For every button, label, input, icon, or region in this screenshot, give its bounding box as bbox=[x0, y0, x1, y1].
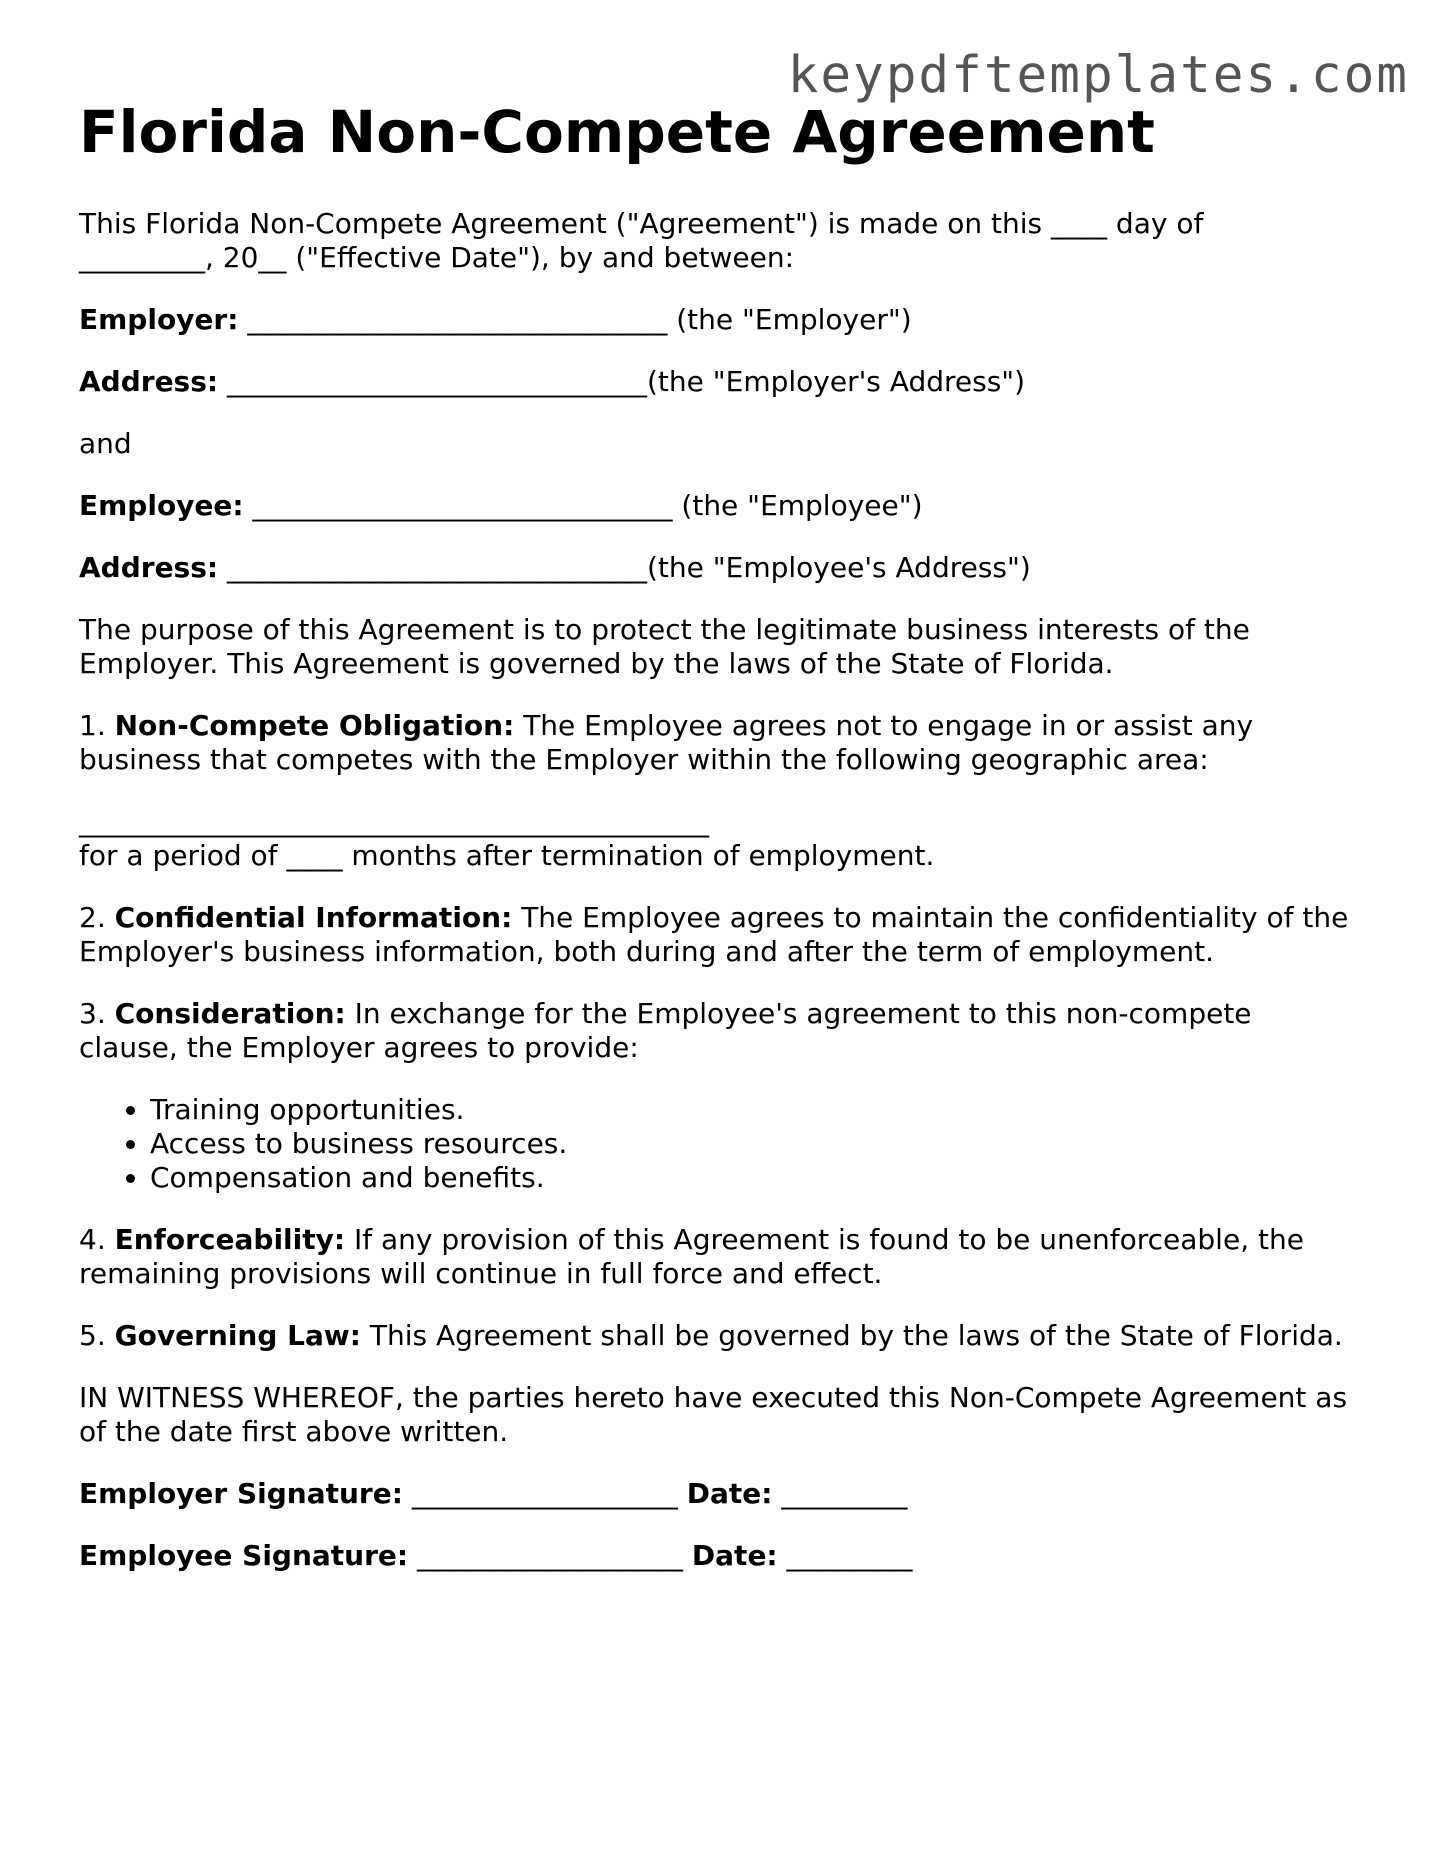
section-2 bbox=[79, 901, 1379, 969]
employer-field bbox=[79, 303, 1379, 337]
consideration-list bbox=[79, 1093, 1379, 1195]
section-1-heading: Non-Compete Obligation: bbox=[114, 709, 515, 742]
employer-blank: ______________________________ (the "Employer") bbox=[238, 303, 912, 336]
purpose-line-1: The purpose of this Agreement is to protect the legitimate business interests of the bbox=[79, 613, 1250, 646]
employee-address-field bbox=[79, 551, 1379, 585]
section-3-heading: Consideration: bbox=[114, 997, 346, 1030]
section-1-period: for a period of ____ months after termination of employment. bbox=[79, 839, 935, 872]
witness-line-2: of the date first above written. bbox=[79, 1415, 509, 1448]
document-body bbox=[79, 207, 1379, 1601]
section-5-heading: Governing Law: bbox=[114, 1319, 361, 1352]
intro-paragraph bbox=[79, 207, 1379, 275]
employer-date-blank: _________ bbox=[772, 1477, 908, 1510]
section-2-heading: Confidential Information: bbox=[114, 901, 513, 934]
geographic-area-blank: _____________________________________________ bbox=[79, 805, 709, 838]
section-3-text-2: clause, the Employer agrees to provide: bbox=[79, 1031, 639, 1064]
section-4 bbox=[79, 1223, 1379, 1291]
employee-signature-label: Employee Signature: bbox=[79, 1539, 409, 1572]
employer-signature-label: Employer Signature: bbox=[79, 1477, 403, 1510]
section-4-text-2: remaining provisions will continue in full force and effect. bbox=[79, 1257, 883, 1290]
section-5 bbox=[79, 1319, 1379, 1353]
section-2-text-1: The Employee agrees to maintain the confidentiality of the bbox=[512, 901, 1349, 934]
employer-signature-blank: ___________________ bbox=[402, 1477, 687, 1510]
section-4-number: 4. bbox=[79, 1223, 115, 1256]
and-text: and bbox=[79, 427, 132, 460]
witness-paragraph bbox=[79, 1381, 1379, 1449]
purpose-line-2: Employer. This Agreement is governed by the laws of the State of Florida. bbox=[79, 647, 1114, 680]
employer-signature-field bbox=[79, 1477, 1379, 1511]
section-3-number: 3. bbox=[79, 997, 115, 1030]
employer-date-label: Date: bbox=[686, 1477, 773, 1510]
employer-address-field bbox=[79, 365, 1379, 399]
section-5-text-1: This Agreement shall be governed by the laws of the State of Florida. bbox=[360, 1319, 1343, 1352]
employer-address-blank: ______________________________(the "Employer's Address") bbox=[218, 365, 1026, 398]
section-1-number: 1. bbox=[79, 709, 115, 742]
witness-line-1: IN WITNESS WHEREOF, the parties hereto have executed this Non-Compete Agreement as bbox=[79, 1381, 1348, 1414]
section-1-text-1: The Employee agrees not to engage in or assist any bbox=[514, 709, 1254, 742]
purpose-paragraph bbox=[79, 613, 1379, 681]
section-2-text-2: Employer's business information, both during and after the term of employment. bbox=[79, 935, 1214, 968]
section-2-number: 2. bbox=[79, 901, 115, 934]
list-item: • Training opportunities. bbox=[150, 1093, 1379, 1127]
employee-blank: ______________________________ (the "Employee") bbox=[243, 489, 923, 522]
intro-line-2: _________, 20__ ("Effective Date"), by and between: bbox=[79, 241, 795, 274]
employee-field bbox=[79, 489, 1379, 523]
watermark: keypdftemplates.com bbox=[787, 46, 1409, 105]
section-4-text-1: If any provision of this Agreement is found to be unenforceable, the bbox=[345, 1223, 1304, 1256]
list-item: • Access to business resources. bbox=[150, 1127, 1379, 1161]
section-5-number: 5. bbox=[79, 1319, 115, 1352]
employee-signature-blank: ___________________ bbox=[408, 1539, 692, 1572]
list-item: • Compensation and benefits. bbox=[150, 1161, 1379, 1195]
employee-label: Employee: bbox=[79, 489, 244, 522]
employer-label: Employer: bbox=[79, 303, 239, 336]
section-4-heading: Enforceability: bbox=[114, 1223, 346, 1256]
intro-line-1: This Florida Non-Compete Agreement ("Agreement") is made on this ____ day of bbox=[79, 207, 1204, 240]
section-1 bbox=[79, 709, 1379, 777]
employee-address-label: Address: bbox=[79, 551, 219, 584]
document-title: Florida Non-Compete Agreement bbox=[79, 98, 1155, 166]
employee-date-label: Date: bbox=[691, 1539, 778, 1572]
employer-address-label: Address: bbox=[79, 365, 219, 398]
employee-address-blank: ______________________________(the "Employee's Address") bbox=[218, 551, 1031, 584]
section-3-text-1: In exchange for the Employee's agreement to this non-compete bbox=[345, 997, 1252, 1030]
employee-signature-field bbox=[79, 1539, 1379, 1573]
employee-date-blank: _________ bbox=[777, 1539, 913, 1572]
section-3 bbox=[79, 997, 1379, 1065]
section-1-text-2: business that competes with the Employer within the following geographic area: bbox=[79, 743, 1209, 776]
